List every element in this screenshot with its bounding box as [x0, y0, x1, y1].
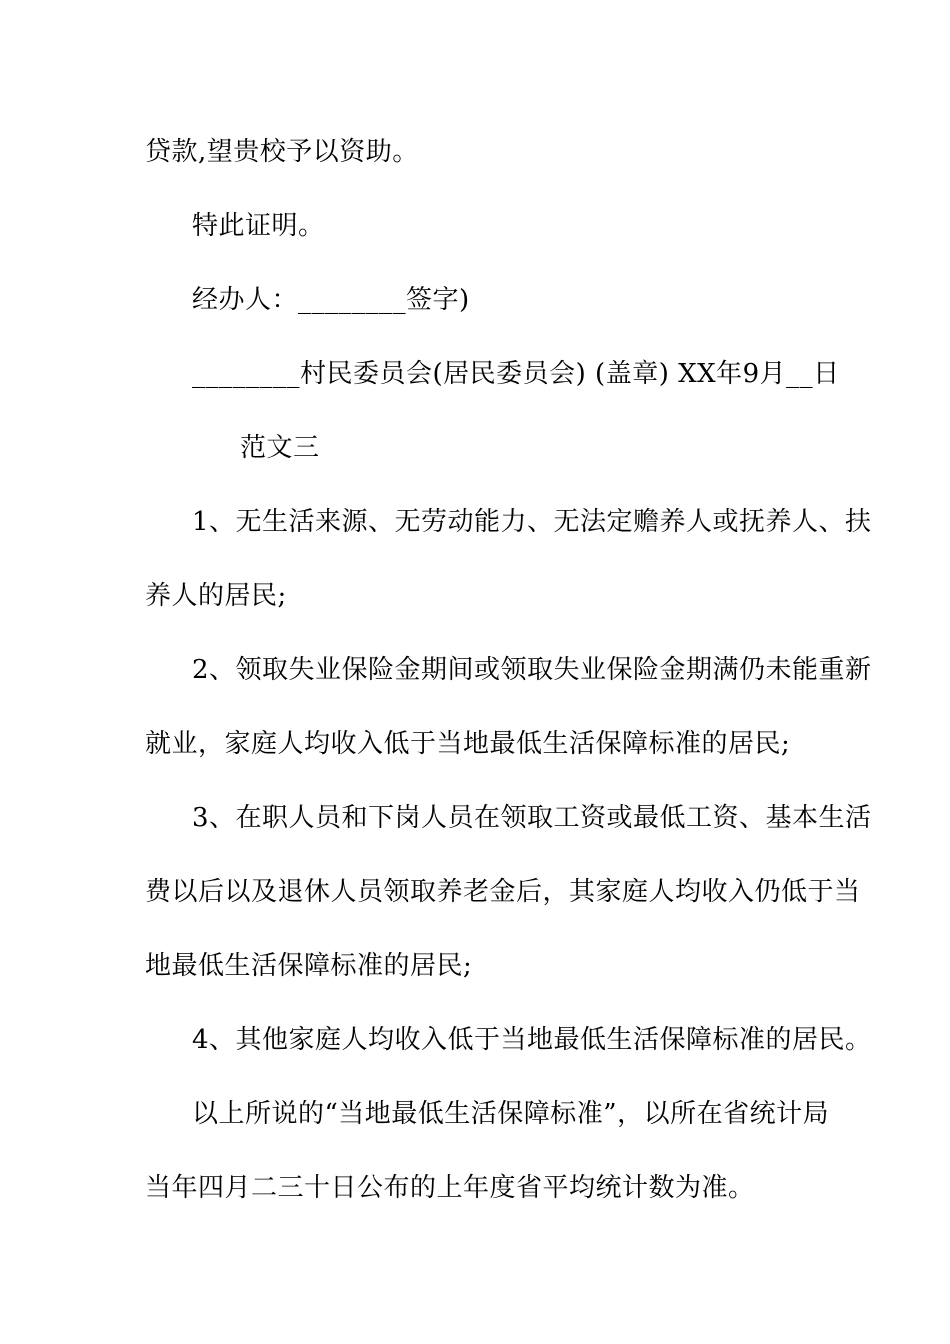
- text-line-7: 养人的居民;: [145, 581, 287, 611]
- text-line-2: 特此证明。: [192, 211, 325, 241]
- text-line-10: 3、在职人员和下岗人员在领取工资或最低工资、基本生活: [192, 803, 872, 833]
- text-line-9: 就业，家庭人均收入低于当地最低生活保障标准的居民;: [145, 729, 791, 759]
- text-line-13: 4、其他家庭人均收入低于当地最低生活保障标准的居民。: [192, 1025, 872, 1055]
- text-line-15: 当年四月二三十日公布的上年度省平均统计数为准。: [145, 1173, 755, 1203]
- section-heading: 范文三: [240, 433, 320, 463]
- text-line-8: 2、领取失业保险金期间或领取失业保险金期满仍未能重新: [192, 655, 872, 685]
- text-line-14: 以上所说的“当地最低生活保障标准”，以所在省统计局: [192, 1099, 830, 1129]
- text-line-11: 费以后以及退休人员领取养老金后，其家庭人均收入仍低于当: [145, 877, 861, 907]
- text-line-6: 1、无生活来源、无劳动能力、无法定赡养人或抚养人、扶: [192, 507, 872, 537]
- text-line-1: 贷款,望贵校予以资助。: [145, 137, 419, 167]
- text-line-12: 地最低生活保障标准的居民;: [145, 951, 473, 981]
- handler-signature-line: 经办人：________签字): [192, 285, 470, 315]
- committee-seal-date-line: ________村民委员会(居民委员会) (盖章) XX年9月__日: [192, 359, 840, 389]
